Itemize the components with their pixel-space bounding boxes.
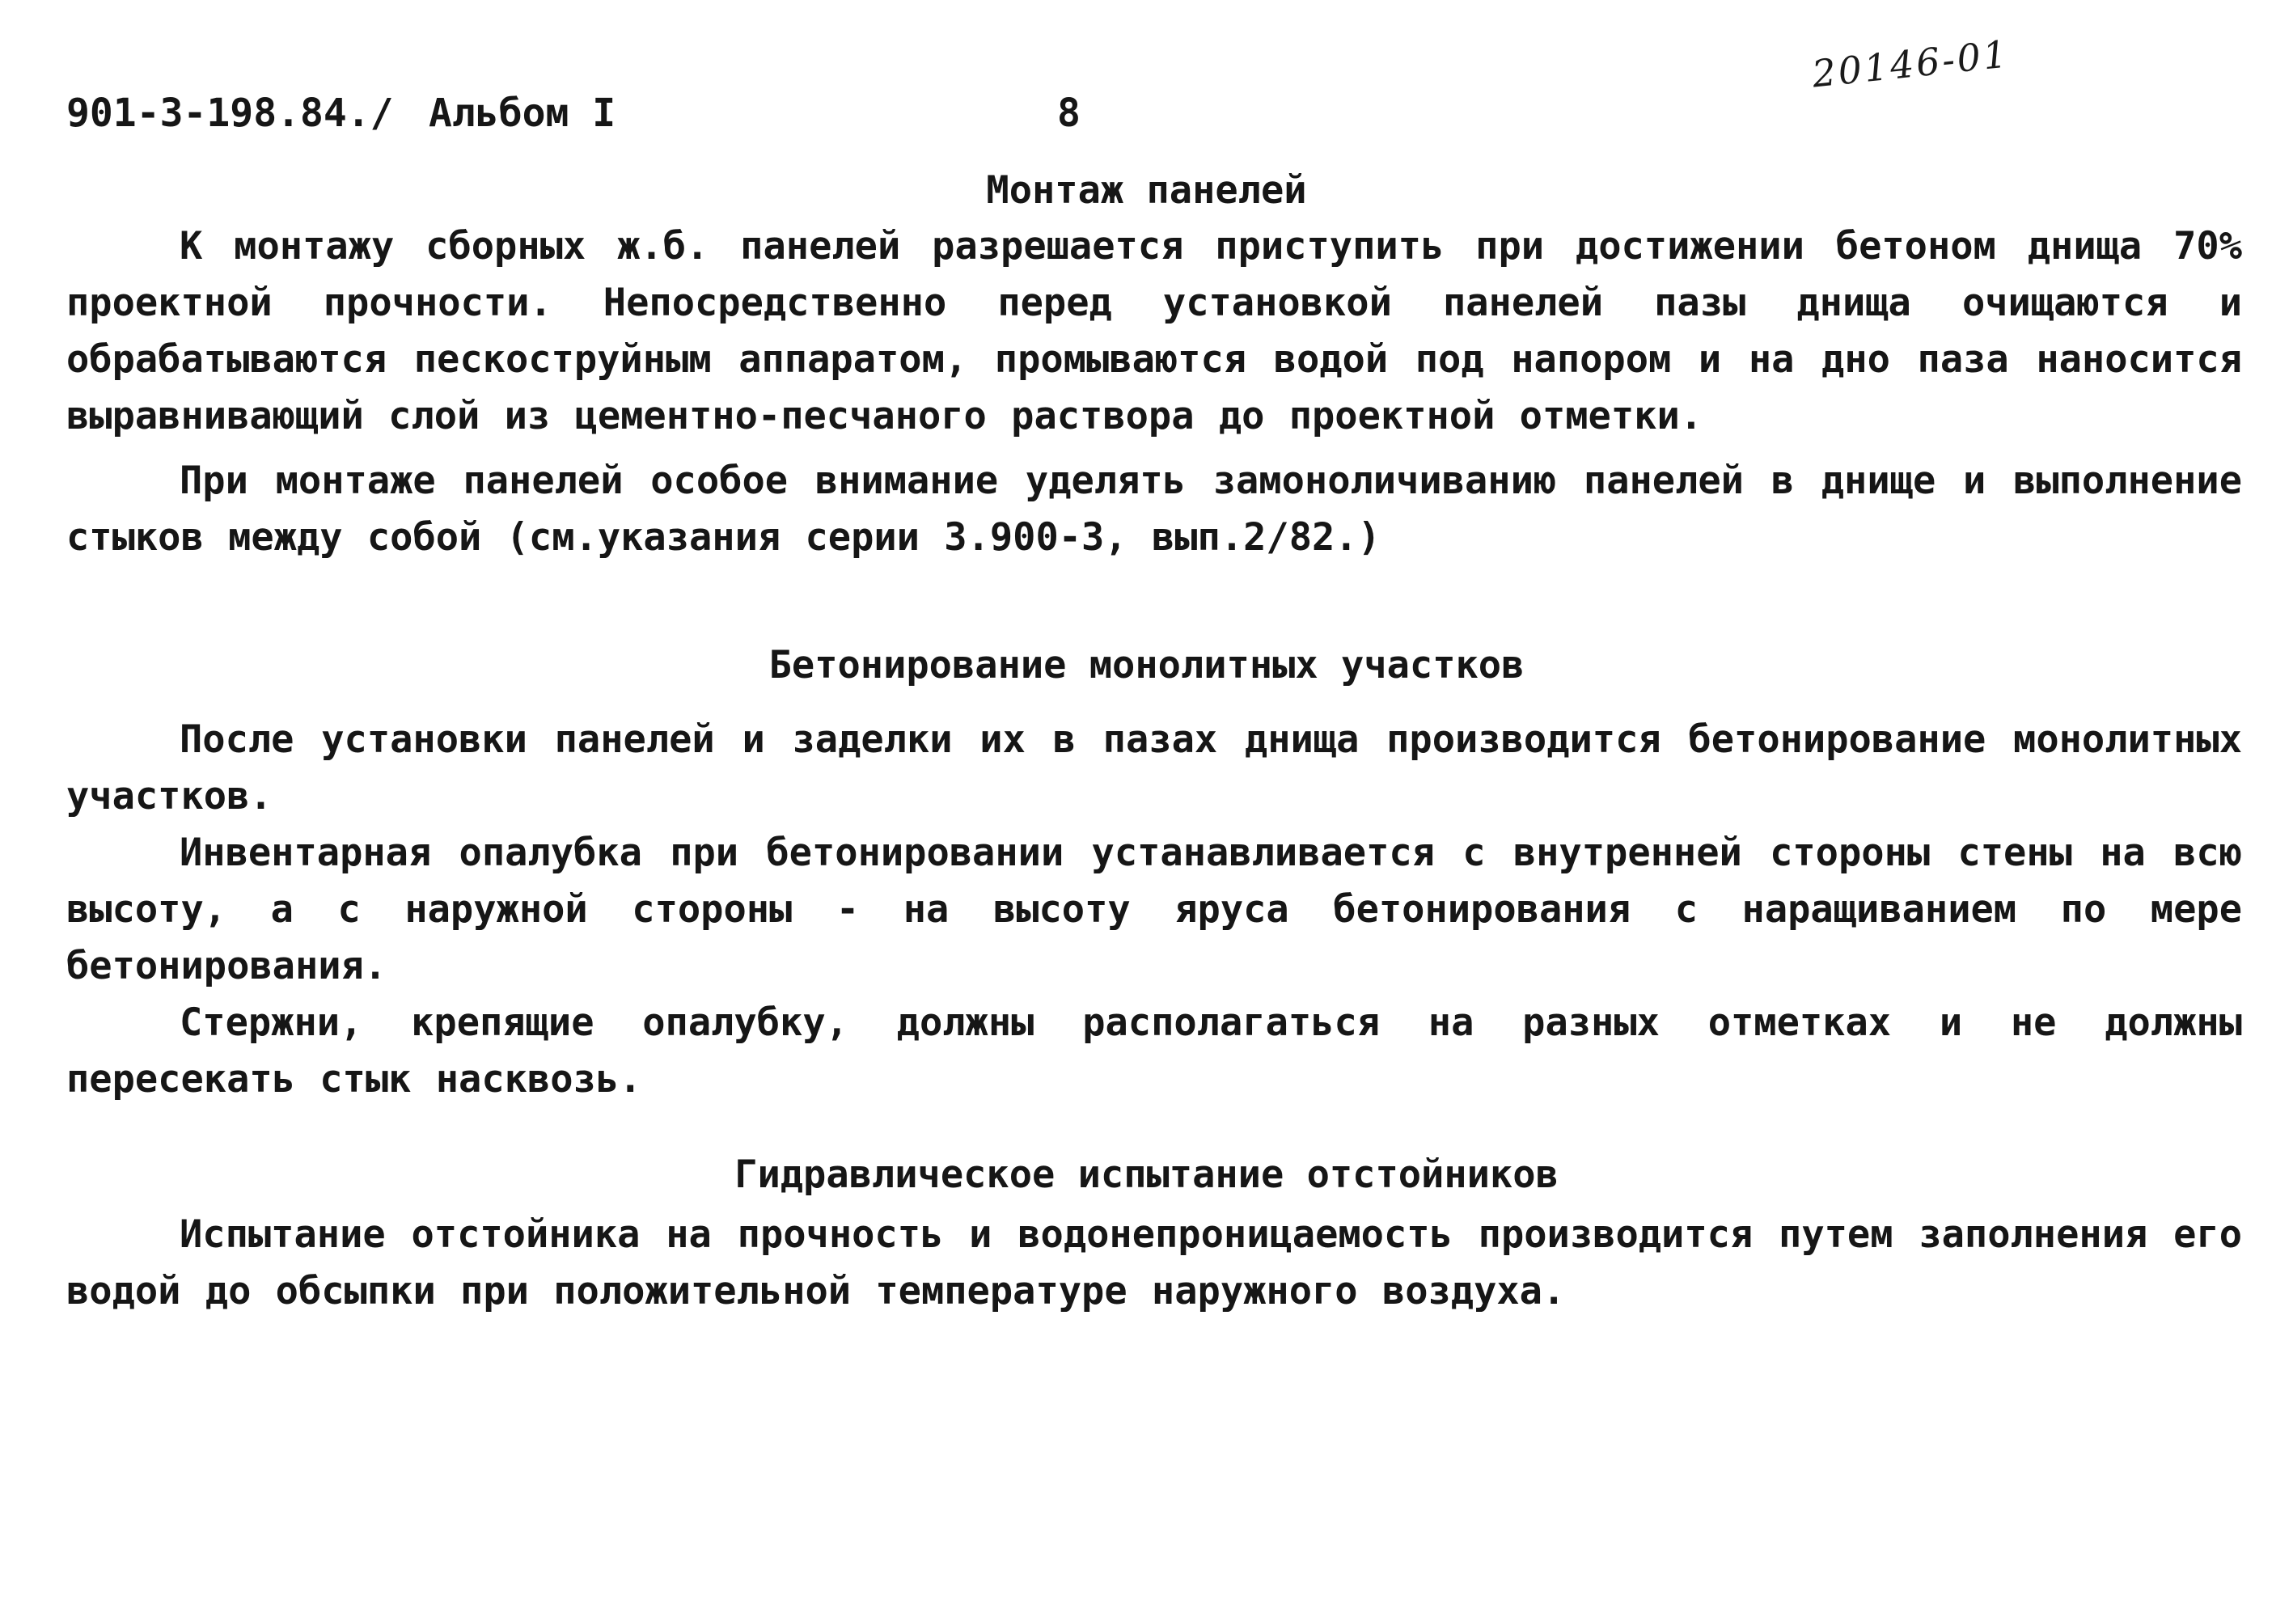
paragraph-hydraulic-test: Испытание отстойника на прочность и водонепроницаемость производится путем заполнения его водой до обсыпки при положительной температуре наружного воздуха. (66, 1212, 2242, 1313)
paragraph-concreting-after-install: После установки панелей и заделки их в пазах днища производится бетонирование монолитных участков. (66, 717, 2242, 818)
section-title-hydraulic-test: Гидравлическое испытание отстойников (734, 1152, 1559, 1197)
page-header (66, 91, 2250, 147)
page-number: 8 (1057, 91, 1081, 136)
doc-code: 901-3-198.84./ (66, 91, 394, 136)
section-title-panel-mounting: Монтаж панелей (986, 168, 1307, 213)
paragraph-formwork: Инвентарная опалубка при бетонировании устанавливается с внутренней стороны стены на всю высоту, а с наружной стороны - на высоту яруса бетонирования с наращиванием по мере бетонирования. (66, 831, 2242, 988)
album-label: Альбом I (429, 91, 616, 136)
handwritten-code: 20146-01 (1809, 32, 2012, 96)
paragraph-mounting-conditions: К монтажу сборных ж.б. панелей разрешается приступить при достижении бетоном днища 70% проектной прочности. Непосредственно перед установкой панелей пазы днища очищаются и обрабатываются пескоструйным аппаратом, промываются водой под напором и на дно паза наносится выравнивающий слой из цементно-песчаного раствора до проектной отметки. (66, 224, 2242, 438)
paragraph-rods: Стержни, крепящие опалубку, должны располагаться на разных отметках и не должны пересекать стык насквозь. (66, 1000, 2242, 1102)
paragraph-mounting-attention: При монтаже панелей особое внимание уделять замоноличиванию панелей в днище и выполнение стыков между собой (см.указания серии 3.900-3, вып.2/82.) (66, 459, 2242, 560)
section-title-monolithic-concreting: Бетонирование монолитных участков (768, 643, 1525, 687)
